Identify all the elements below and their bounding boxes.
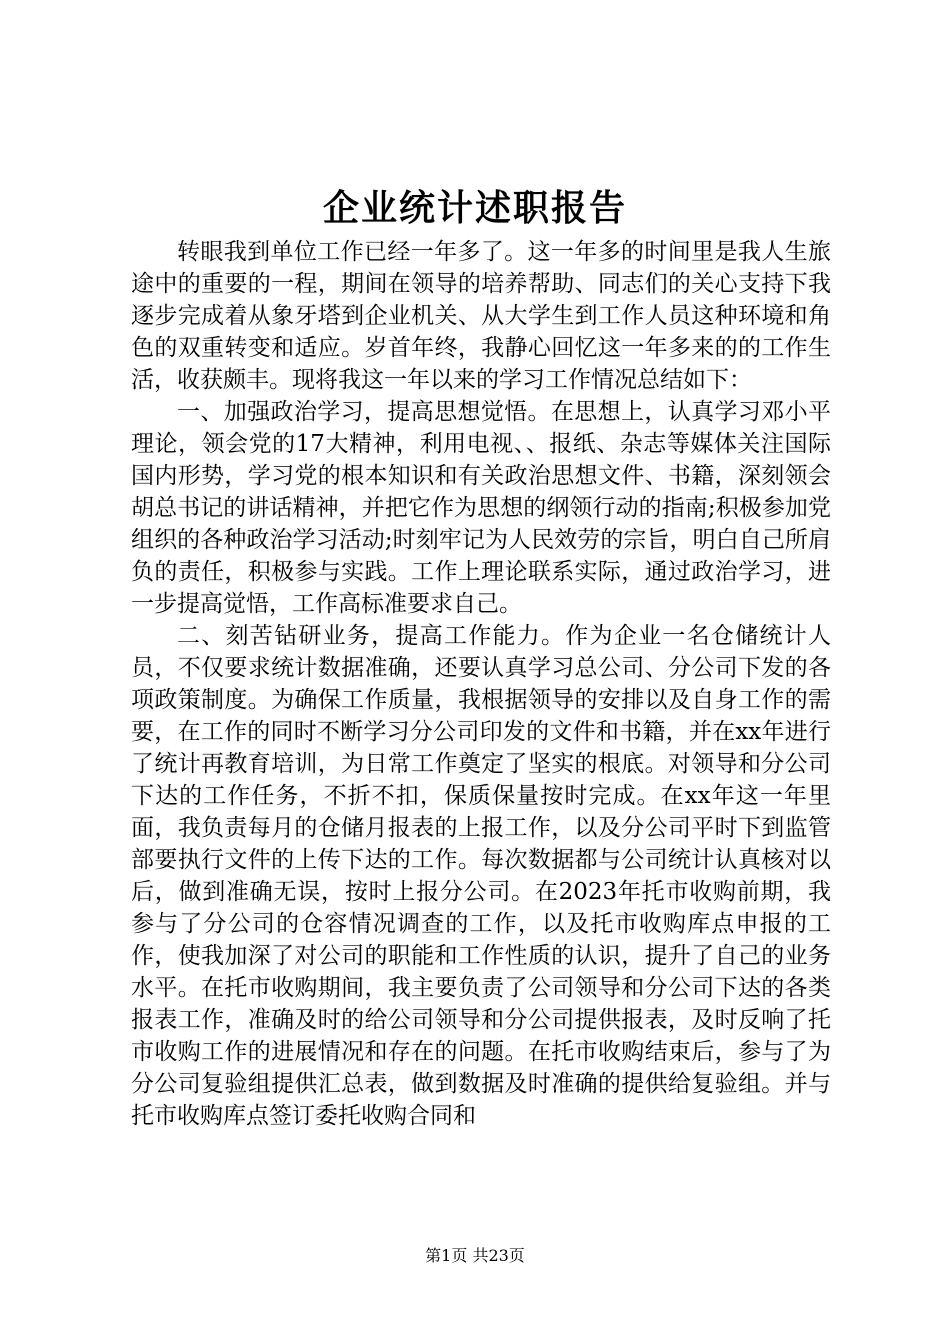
paragraph-political-study: 一、加强政治学习，提高思想觉悟。在思想上，认真学习邓小平理论，领会党的17大精神，利用电视、、报纸、杂志等媒体关注国际国内形势，学习党的根本知识和有关政治思想文件、书籍，深刻领会胡总书记的讲话精神，并把它作为思想的纲领行动的指南;积极参加党组织的各种政治学习活动;时刻牢记为人民效劳的宗旨，明白自己所肩负的责任，积极参与实践。工作上理论联系实际，通过政治学习，进一步提高觉悟，工作高标准要求自己。 [131,399,831,617]
paragraph-professional-work: 二、刻苦钻研业务，提高工作能力。作为企业一名仓储统计人员，不仅要求统计数据准确，还要认真学习总公司、分公司下发的各项政策制度。为确保工作质量，我根据领导的安排以及自身工作的需要，在工作的同时不断学习分公司印发的文件和书籍，并在xx年进行了统计再教育培训，为日常工作奠定了坚实的根底。对领导和分公司下达的工作任务，不折不扣，保质保量按时完成。在xx年这一年里面，我负责每月的仓储月报表的上报工作，以及分公司平时下到监管部要执行文件的上传下达的工作。每次数据都与公司统计认真核对以后，做到准确无误，按时上报分公司。在2023年托市收购前期，我参与了分公司的仓容情况调查的工作，以及托市收购库点申报的工作，使我加深了对公司的职能和工作性质的认识，提升了自己的业务水平。在托市收购期间，我主要负责了公司领导和分公司下达的各类报表工作，准确及时的给公司领导和分公司提供报表，及时反响了托市收购工作的进展情况和存在的问题。在托市收购结束后，参与了为分公司复验组提供汇总表，做到数据及时准确的提供给复验组。并与托市收购库点签订委托收购合同和 [131,623,831,1129]
page-indicator: 第1页 共23页 [425,1246,525,1265]
document-body [131,236,831,1132]
document-title: 企业统计述职报告 [322,187,627,229]
paragraph-intro: 转眼我到单位工作已经一年多了。这一年多的时间里是我人生旅途中的重要的一程，期间在领导的培养帮助、同志们的关心支持下我逐步完成着从象牙塔到企业机关、从大学生到工作人员这种环境和角色的双重转变和适应。岁首年终，我静心回忆这一年多来的的工作生活，收获颇丰。现将我这一年以来的学习工作情况总结如下： [131,239,831,393]
